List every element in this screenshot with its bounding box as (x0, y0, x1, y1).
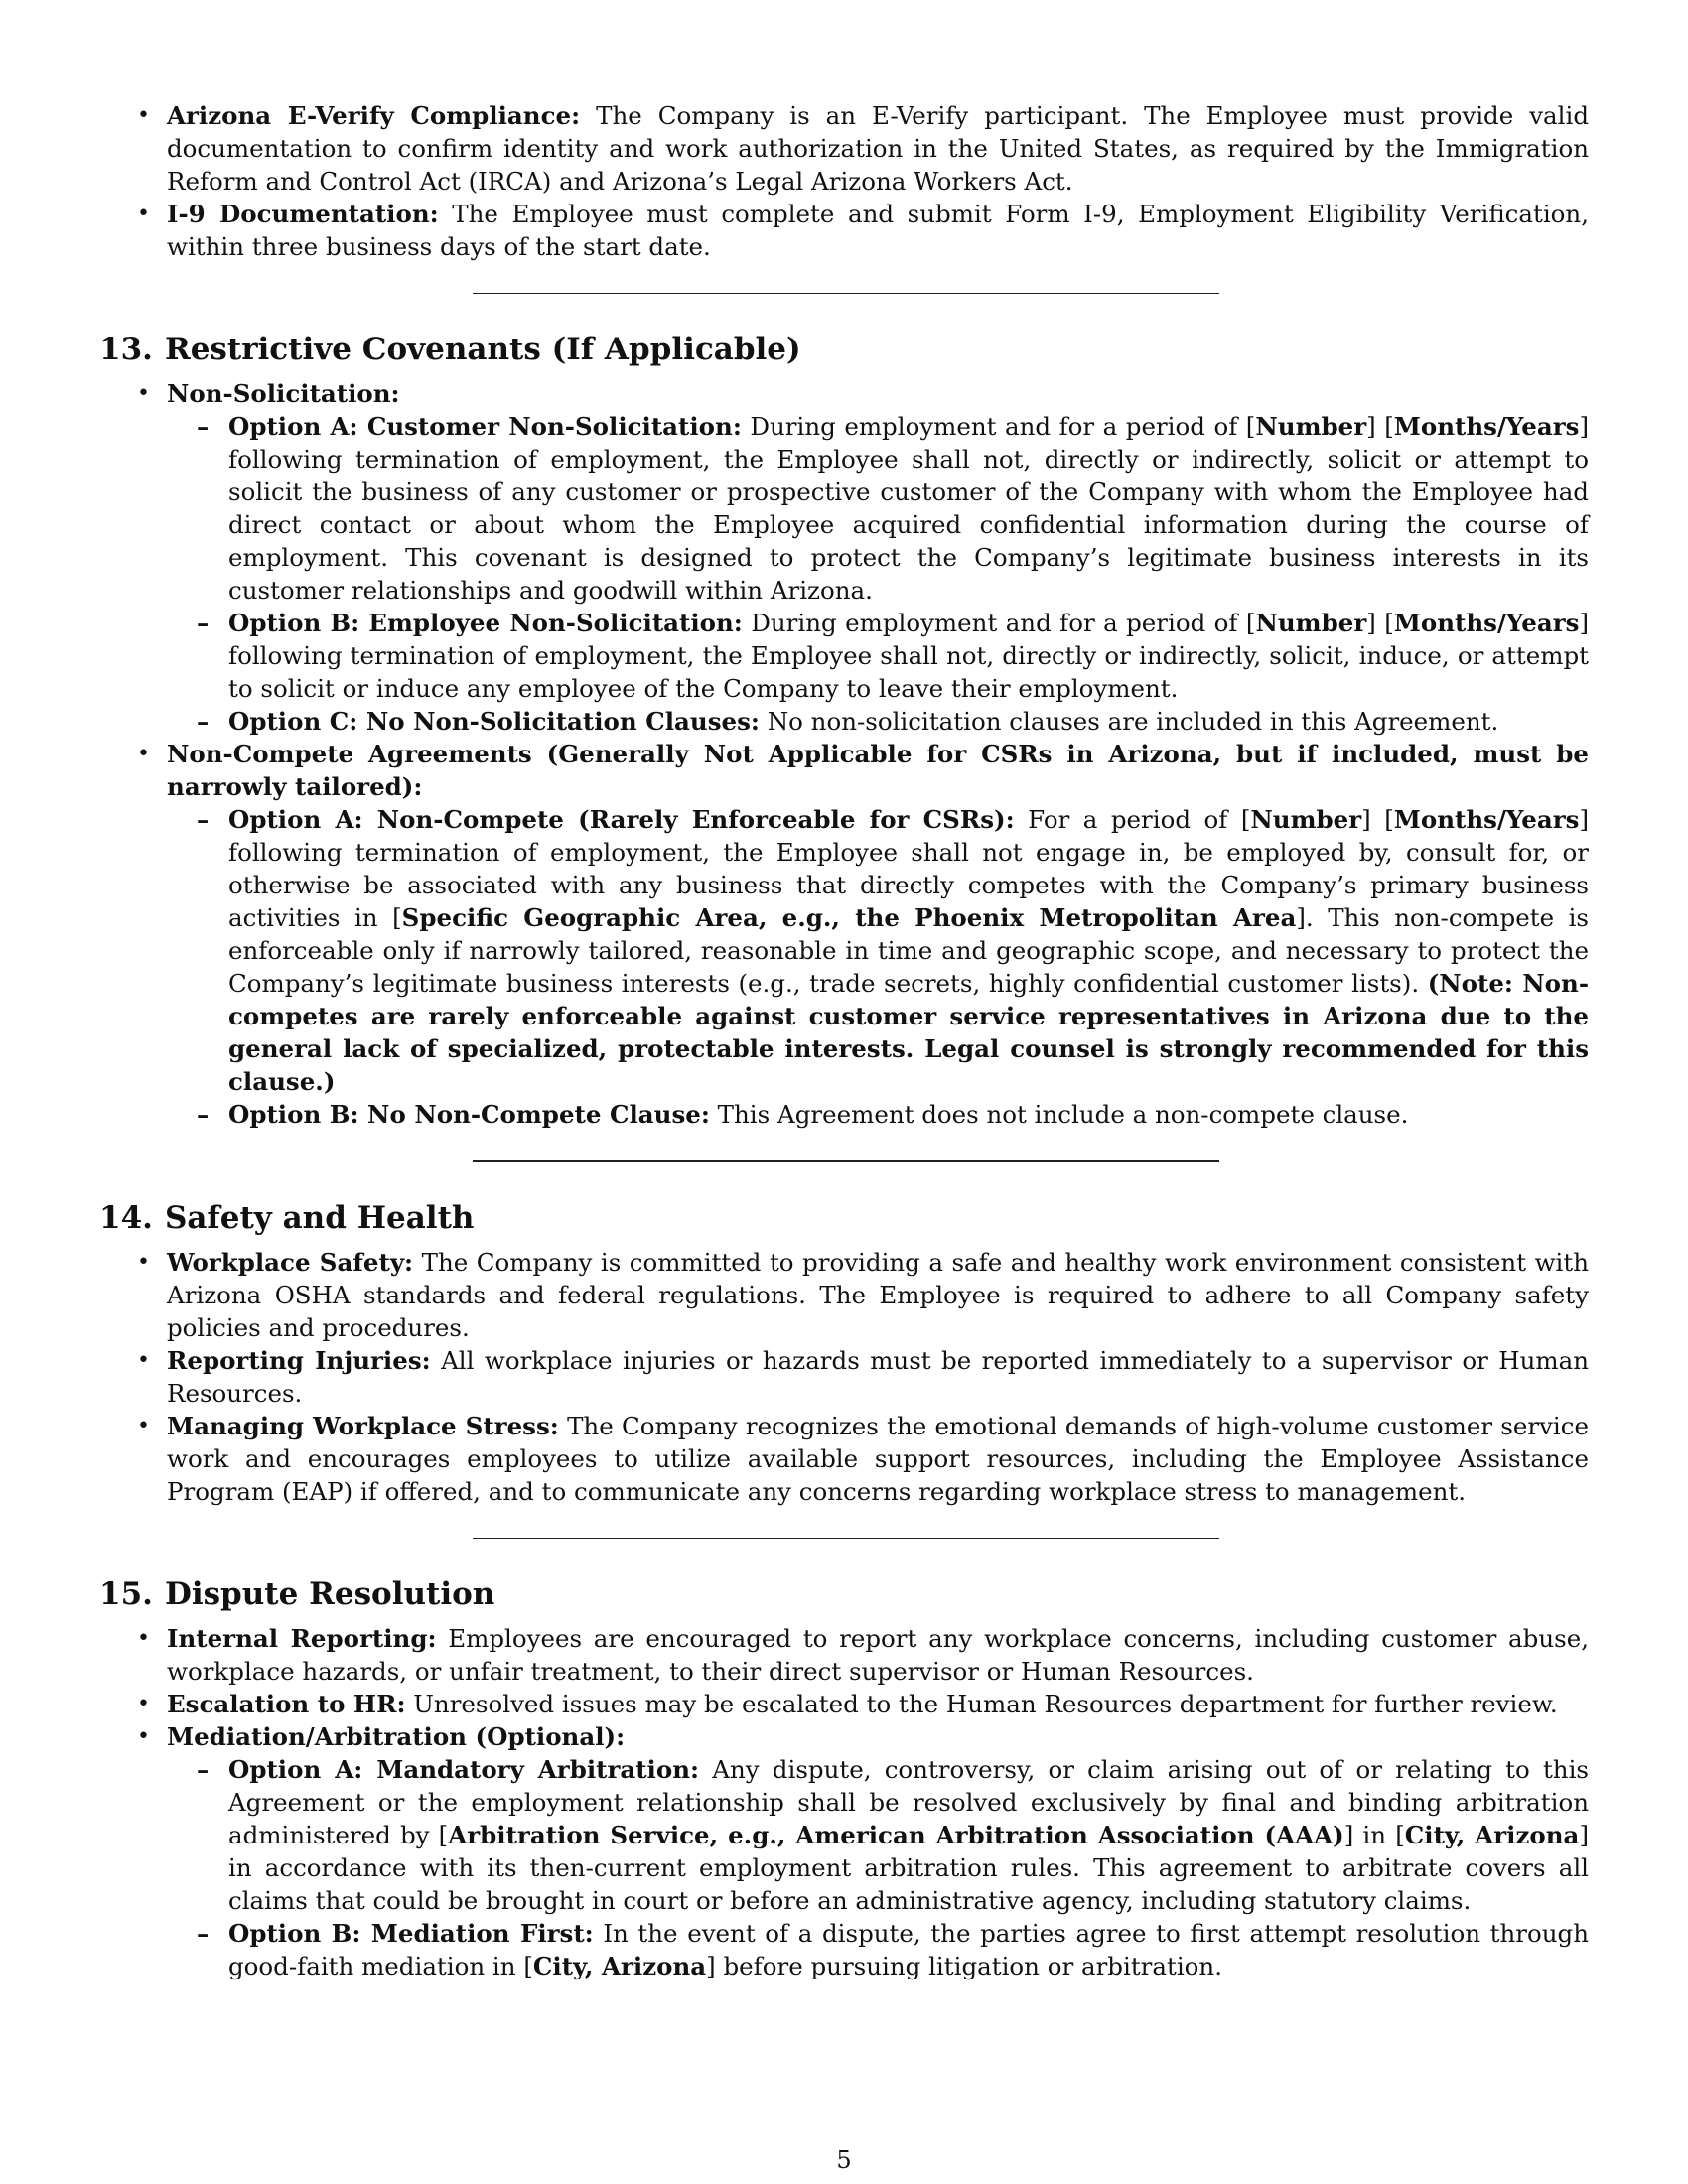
option-label: Option B: Mediation First: (228, 1919, 594, 1948)
list-item (99, 1246, 1589, 1344)
section-divider (473, 1160, 1219, 1162)
option-item (167, 803, 1589, 1098)
option-text: ] [ (1361, 805, 1394, 834)
item-text: All workplace injuries or hazards must be reported immediately to a supervisor or Human Resources. (167, 1346, 1589, 1408)
option-text: ] [ (1366, 412, 1394, 441)
item-text: Unresolved issues may be escalated to the Human Resources department for further review. (405, 1690, 1558, 1718)
section-number: 14. (99, 1200, 153, 1236)
item-label: Workplace Safety: (167, 1248, 414, 1277)
option-text: ]. This non-compete is enforceable only if narrowly tailored, reasonable in time and geographic scope, and necessary to protect the Company’s legitimate business interests (e.g., trade secrets, highly confidential customer lists). (228, 903, 1589, 998)
document-page (99, 99, 1589, 1982)
section-title: Dispute Resolution (164, 1576, 495, 1612)
page-number: 5 (836, 2146, 852, 2174)
option-text: ] before pursuing litigation or arbitration. (706, 1952, 1222, 1980)
item-label: Non-Solicitation: (167, 379, 400, 408)
item-label: Managing Workplace Stress: (167, 1412, 559, 1440)
placeholder-field: City, Arizona (1404, 1821, 1580, 1849)
placeholder-field: Number (1255, 609, 1367, 637)
list-item (99, 738, 1589, 1131)
option-text: This Agreement does not include a non-compete clause. (709, 1100, 1409, 1129)
option-text: During employment and for a period of [ (741, 412, 1256, 441)
option-item (167, 1917, 1589, 1982)
compliance-list (99, 99, 1589, 263)
section-title: Restrictive Covenants (If Applicable) (164, 332, 801, 367)
placeholder-field: Months/Years (1393, 609, 1580, 637)
item-label: Escalation to HR: (167, 1690, 406, 1718)
item-text: The Employee must complete and submit Form I-9, Employment Eligibility Verification, within three business days of the start date. (167, 200, 1589, 261)
section-heading-15 (99, 1574, 1589, 1614)
option-item (167, 705, 1589, 738)
option-label: Option A: Non-Compete (Rarely Enforceable for CSRs): (228, 805, 1015, 834)
section-title: Safety and Health (164, 1200, 475, 1236)
list-item (99, 1622, 1589, 1688)
list-item (99, 1344, 1589, 1410)
item-label: Reporting Injuries: (167, 1346, 431, 1375)
option-text: ] in [ (1343, 1821, 1405, 1849)
dispute-resolution-list (99, 1622, 1589, 1982)
placeholder-field: City, Arizona (532, 1952, 707, 1980)
item-label: I-9 Documentation: (167, 200, 439, 228)
option-text: ] following termination of employment, the Employee shall not, directly or indirectly, solicit, induce, or attempt to solicit or induce any employee of the Company to leave their employment. (228, 609, 1589, 703)
option-label: Option C: No Non-Solicitation Clauses: (228, 707, 760, 736)
option-text: ] in accordance with its then-current employment arbitration rules. This agreement to arbitrate covers all claims that could be brought in court or before an administrative agency, including statutory claims. (228, 1821, 1589, 1915)
safety-health-list (99, 1246, 1589, 1508)
item-text: Employees are encouraged to report any workplace concerns, including customer abuse, workplace hazards, or unfair treatment, to their direct supervisor or Human Resources. (167, 1624, 1589, 1686)
section-number: 15. (99, 1576, 153, 1612)
option-text: Any dispute, controversy, or claim arising out of or relating to this Agreement or the employment relationship shall be resolved exclusively by final and binding arbitration administered by [ (228, 1755, 1589, 1849)
item-text: The Company is committed to providing a safe and healthy work environment consistent with Arizona OSHA standards and federal regulations. The Employee is required to adhere to all Company safety policies and procedures. (167, 1248, 1589, 1342)
option-text: ] following termination of employment, the Employee shall not, directly or indirectly, solicit or attempt to solicit the business of any customer or prospective customer of the Company with whom the Employee had direct contact or about whom the Employee acquired confidential information during the course of employment. This covenant is designed to protect the Company’s legitimate business interests in its customer relationships and goodwill within Arizona. (228, 412, 1589, 605)
mediation-options (167, 1753, 1589, 1982)
option-item (167, 410, 1589, 607)
list-item (99, 1688, 1589, 1720)
option-item (167, 607, 1589, 705)
list-item (99, 377, 1589, 738)
section-heading-13 (99, 330, 1589, 369)
placeholder-field: Arbitration Service, e.g., American Arbitration Association (AAA) (448, 1821, 1344, 1849)
section-divider (473, 293, 1219, 294)
section-divider (473, 1538, 1219, 1539)
option-label: Option B: No Non-Compete Clause: (228, 1100, 710, 1129)
restrictive-covenants-list (99, 377, 1589, 1131)
item-text: The Company is an E-Verify participant. The Employee must provide valid documentation to confirm identity and work authorization in the United States, as required by the Immigration Reform and Control Act (IRCA) and Arizona’s Legal Arizona Workers Act. (167, 101, 1589, 196)
option-text: ] [ (1366, 609, 1394, 637)
item-label: Non-Compete Agreements (Generally Not Applicable for CSRs in Arizona, but if included, must be narrowly tailored): (167, 740, 1589, 801)
option-item (167, 1753, 1589, 1917)
list-item (99, 99, 1589, 198)
item-label: Arizona E-Verify Compliance: (167, 101, 581, 130)
placeholder-field: Months/Years (1393, 412, 1580, 441)
option-label: Option B: Employee Non-Solicitation: (228, 609, 743, 637)
placeholder-field: Specific Geographic Area, e.g., the Phoenix Metropolitan Area (401, 903, 1297, 932)
non-solicitation-options (167, 410, 1589, 738)
item-label: Internal Reporting: (167, 1624, 437, 1653)
placeholder-field: Number (1255, 412, 1367, 441)
section-heading-14 (99, 1198, 1589, 1238)
section-number: 13. (99, 332, 153, 367)
option-text: No non-solicitation clauses are included in this Agreement. (759, 707, 1499, 736)
option-label: Option A: Mandatory Arbitration: (228, 1755, 700, 1784)
list-item (99, 198, 1589, 263)
option-text: For a period of [ (1014, 805, 1251, 834)
option-text: In the event of a dispute, the parties agree to first attempt resolution through good-faith mediation in [ (228, 1919, 1589, 1980)
placeholder-field: Months/Years (1393, 805, 1580, 834)
non-compete-options (167, 803, 1589, 1131)
legal-note: (Note: Non-competes are rarely enforceable against customer service representatives in Arizona due to the general lack of specialized, protectable interests. Legal counsel is strongly recommended for this clause.) (228, 969, 1589, 1096)
option-label: Option A: Customer Non-Solicitation: (228, 412, 742, 441)
item-text: The Company recognizes the emotional demands of high-volume customer service work and encourages employees to utilize available support resources, including the Employee Assistance Program (EAP) if offered, and to communicate any concerns regarding workplace stress to management. (167, 1412, 1589, 1506)
placeholder-field: Number (1250, 805, 1362, 834)
item-label: Mediation/Arbitration (Optional): (167, 1722, 626, 1751)
option-item (167, 1098, 1589, 1131)
option-text: During employment and for a period of [ (742, 609, 1256, 637)
list-item (99, 1410, 1589, 1508)
list-item (99, 1720, 1589, 1982)
option-text: ] following termination of employment, the Employee shall not engage in, be employed by, consult for, or otherwise be associated with any business that directly competes with the Company’s primary business activities in [ (228, 805, 1589, 932)
